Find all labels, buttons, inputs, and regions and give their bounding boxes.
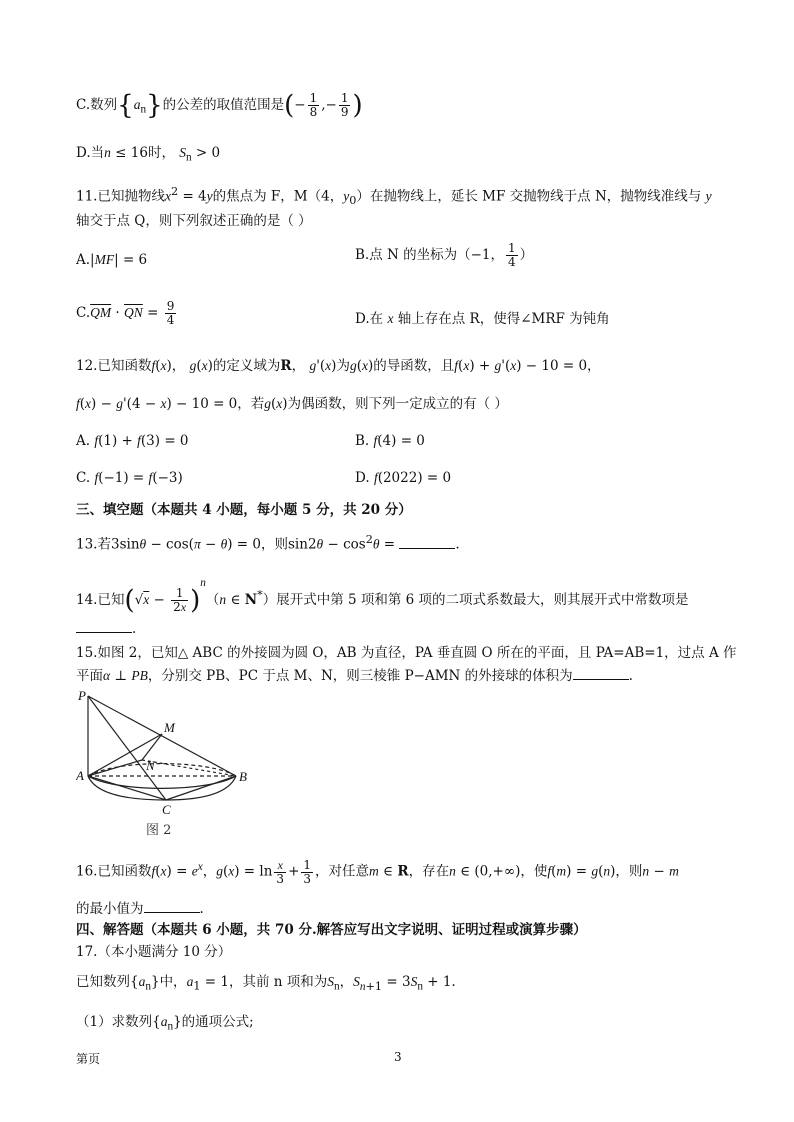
base-front-arc xyxy=(88,776,236,788)
label-m: M xyxy=(164,720,175,735)
q12-stem-line2: f(x) − g'(4 − x) − 10 = 0，若g(x)为偶函数，则下列一定成立的有（ ） xyxy=(76,396,508,412)
q11-option-a: A.|MF| = 6 xyxy=(76,252,148,268)
q11-option-d: D.在 x 轴上存在点 R，使得∠MRF 为钝角 xyxy=(355,311,610,327)
figure-2-pyramid xyxy=(76,688,256,843)
q12-option-a: A. f(1) + f(3) = 0 xyxy=(76,433,189,449)
figure-caption: 图 2 xyxy=(146,823,172,838)
label-b: B xyxy=(239,769,247,784)
q16-line2: 的最小值为 . xyxy=(76,898,204,919)
section-4-heading: 四、解答题（本题共 6 小题，共 70 分.解答应写出文字说明、证明过程或演算步骤） xyxy=(76,922,587,938)
q16-line1: 16.已知函数$f(x) = e^x$，g(x) = ln $\frac{x}{3}$ + $\frac{1}{3}$ ，对任意m ∈ R，存在n ∈ (0,+∞)，使f(m) = g(n)，则n − m xyxy=(76,857,679,886)
edge-pc xyxy=(88,696,166,800)
section-3-heading: 三、填空题（本题共 4 小题，每小题 5 分，共 20 分） xyxy=(76,502,412,518)
edge-mn xyxy=(142,734,162,760)
label-c: C xyxy=(162,802,171,817)
q15-line1: 15.如图 2，已知△ ABC 的外接圆为圆 O，AB 为直径，PA 垂直圆 O 所在的平面，且 PA=AB=1，过点 A 作 xyxy=(76,645,737,661)
label-p: P xyxy=(78,688,86,703)
q14-line: 14.已知(√x − $\frac{1}{2x}$ )$^n$（n ∈ N*）展开式中第 5 项和第 6 项的二项式系数最大，则其展开式中常数项是 xyxy=(76,577,689,616)
q17-stem: 已知数列$\{a_n\}$中，$a_1 = 1$，其前 n 项和为$S_n$，$S_{n+1} = 3S_n + 1$. xyxy=(76,974,456,993)
edge-an xyxy=(88,760,142,776)
label-n: N xyxy=(146,758,155,773)
q15-line2: 平面α ⊥ PB，分别交 PB、PC 于点 M、N，则三棱锥 P−AMN 的外接球的体积为 . xyxy=(76,665,633,686)
q17-header: 17.（本小题满分 10 分） xyxy=(76,944,232,960)
q11-option-b: B.点 N 的坐标为（−1， $\frac{1}{4}$ ） xyxy=(355,241,534,269)
q11-stem-line1: 11.已知抛物线$x^2 = 4y$的焦点为 F，M（4，$y_0$）在抛物线上，延长 MF 交抛物线于点 N，抛物线准线与 y xyxy=(76,185,712,208)
footer-left: 第页 xyxy=(76,1052,101,1066)
q17-part1: （1）求数列$\{a_n\}$的通项公式; xyxy=(76,1014,254,1033)
q13-line: 13.若3sinθ − cos(π − θ) = 0，则$\sin 2\theta - \cos^2\theta$ = . xyxy=(76,533,460,553)
q14-blank: . xyxy=(76,618,136,639)
q11-stem-line2: 轴交于点 Q，则下列叙述正确的是（ ） xyxy=(76,213,312,229)
page-number: 3 xyxy=(394,1050,402,1064)
label-a: A xyxy=(76,768,84,783)
q10-option-d: D.当n ≤ 16时， $S_n > 0$ xyxy=(76,145,221,164)
q12-stem-line1: 12.已知函数f(x)， g(x)的定义域为R， g'(x)为g(x)的导函数，且f(x) + g'(x) − 10 = 0， xyxy=(76,358,601,374)
q11-option-c: $C.\overline{QM} \cdot \overline{QN}$ = $\frac{9}{4}$ xyxy=(76,299,175,327)
q10-option-c: C.数列$\{a_n\}$的公差的取值范围是(− $\frac{1}{8}$ ,− $\frac{1}{9}$ ) xyxy=(76,90,363,121)
q12-option-d: D. f(2022) = 0 xyxy=(355,470,452,486)
q12-option-c: C. f(−1) = f(−3) xyxy=(76,470,183,486)
q12-option-b: B. f(4) = 0 xyxy=(355,433,425,449)
